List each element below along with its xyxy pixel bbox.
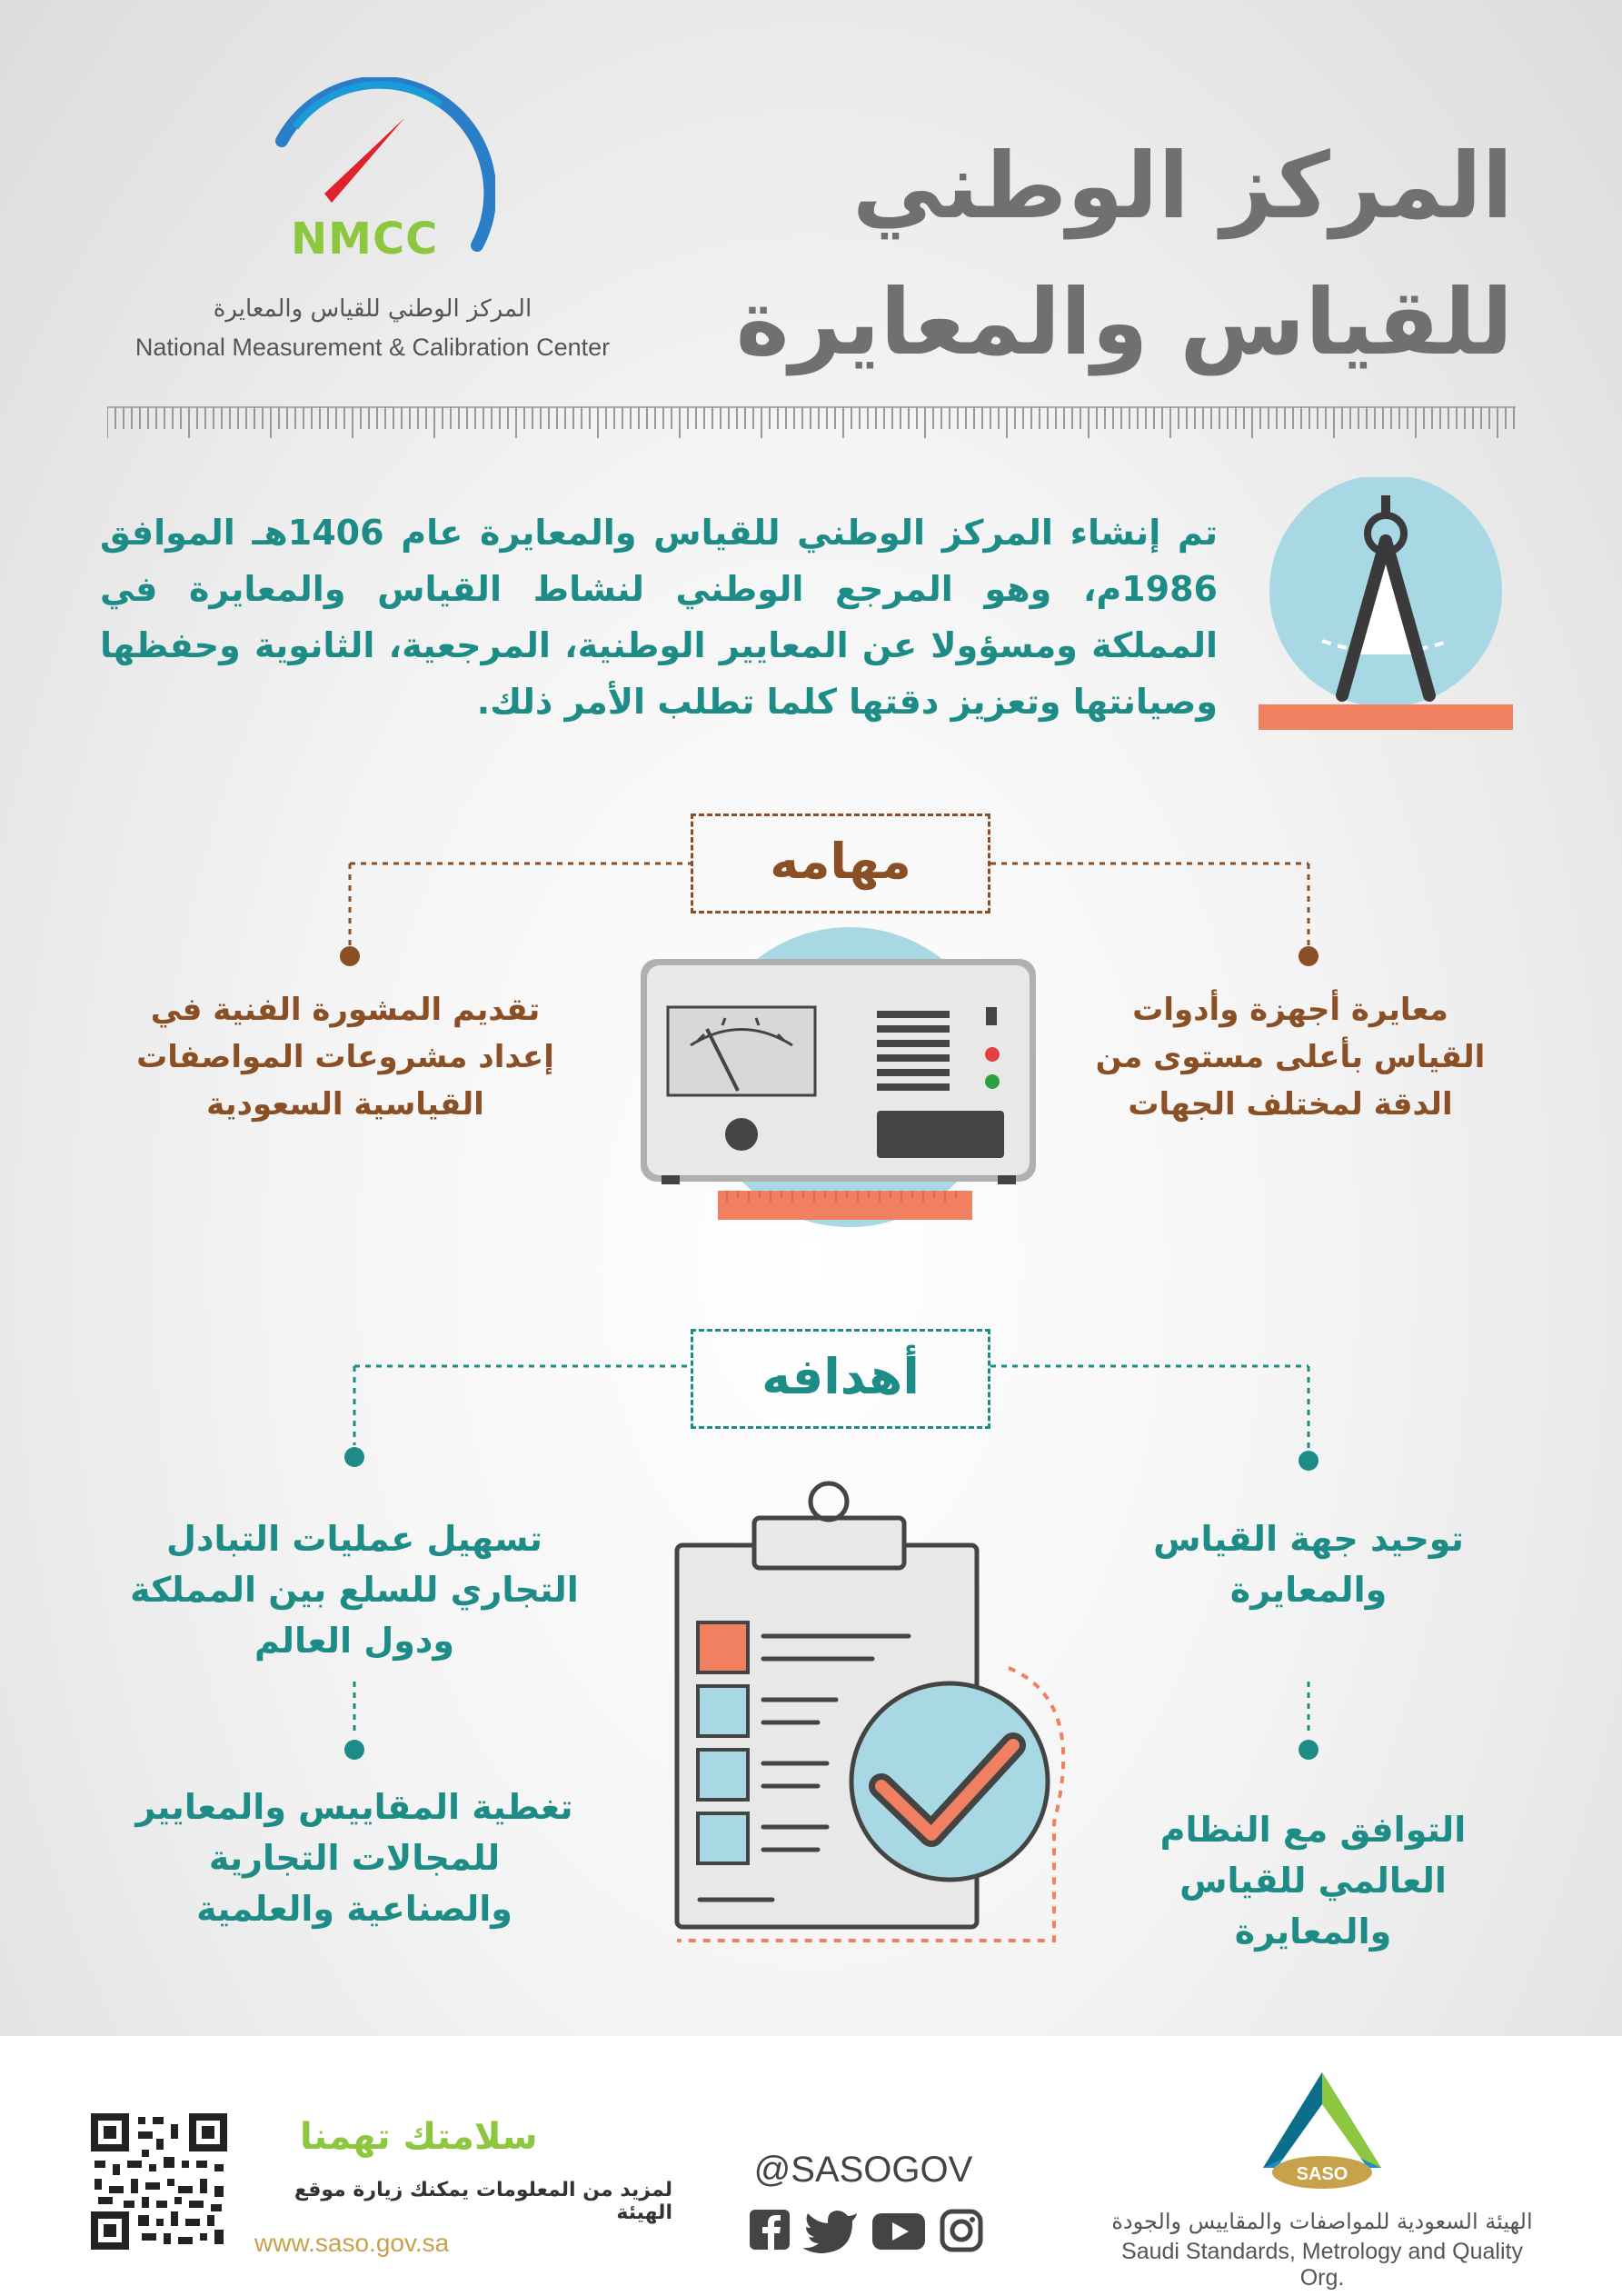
instagram-icon[interactable] xyxy=(942,2211,980,2250)
twitter-icon[interactable] xyxy=(802,2211,857,2253)
goals-heading: أهدافه xyxy=(691,1329,990,1429)
goal-item-trade: تسهيل عمليات التبادل التجاري للسلع بين المملكة ودول العالم xyxy=(130,1519,579,1661)
social-icons xyxy=(750,2204,986,2255)
website-link[interactable]: www.saso.gov.sa xyxy=(254,2229,450,2257)
org-name-ar: الهيئة السعودية للمواصفات والمقاييس والجودة xyxy=(1111,2209,1533,2234)
intro-paragraph: تم إنشاء المركز الوطني للقياس والمعايرة عام 1406هـ الموافق 1986م، وهو المرجع الوطني لنشاط القياس والمعايرة في المملكة ومسؤولا عن المعايير الوطنية، المرجعية، الثانوية وحفظها وصيانتها وتعزيز دقتها كلما تطلب الأمر ذلك. xyxy=(100,513,1218,722)
task-item-consulting: تقديم المشورة الفنية في إعداد مشروعات المواصفات القياسية السعودية xyxy=(136,992,554,1123)
nmcc-name-ar: المركز الوطني للقياس والمعايرة xyxy=(213,295,532,323)
task-item-calibration: معايرة أجهزة وأدوات القياس بأعلى مستوى من الدقة لمختلف الجهات xyxy=(1095,992,1486,1123)
nmcc-name-en: National Measurement & Calibration Center xyxy=(134,334,611,361)
page-title xyxy=(695,118,1513,391)
goals-dot-2 xyxy=(344,1447,364,1467)
meter-device-icon xyxy=(641,927,1036,1227)
title-line-2: للقياس والمعايرة xyxy=(735,269,1513,375)
goal-item-unify: توحيد جهة القياس والمعايرة xyxy=(1153,1519,1464,1610)
social-handle[interactable]: @SASOGOV xyxy=(753,2150,973,2190)
title-line-1: المركز الوطني xyxy=(852,133,1513,239)
goals-dot-1 xyxy=(1299,1451,1318,1471)
more-info-text: لمزيد من المعلومات يمكنك زيارة موقع الهيئة xyxy=(294,2179,672,2224)
ruler-divider xyxy=(107,405,1516,442)
saso-logo-icon xyxy=(1259,2068,1386,2200)
tasks-dot-left xyxy=(340,946,360,966)
tasks-heading: مهامه xyxy=(691,814,990,913)
qr-code-icon[interactable] xyxy=(91,2113,227,2250)
goal-item-compliance: التوافق مع النظام العالمي للقياس والمعايرة xyxy=(1159,1810,1467,1952)
goal-item-coverage: تغطية المقاييس والمعايير للمجالات التجارية والصناعية والعلمية xyxy=(135,1787,573,1929)
nmcc-acronym: NMCC xyxy=(291,214,439,265)
clipboard-check-icon xyxy=(677,1483,1063,1941)
facebook-icon[interactable] xyxy=(750,2210,790,2250)
saso-logo-text: SASO xyxy=(1296,2164,1348,2184)
goals-dot-4 xyxy=(344,1740,364,1760)
tasks-dot-right xyxy=(1299,946,1318,966)
org-name-en: Saudi Standards, Metrology and Quality Org. xyxy=(1121,2239,1523,2291)
youtube-icon[interactable] xyxy=(872,2213,925,2250)
nmcc-logo xyxy=(100,77,663,377)
slogan: سلامتك تهمنا xyxy=(300,2116,538,2158)
compass-icon xyxy=(1259,477,1513,750)
goals-dot-3 xyxy=(1299,1740,1318,1760)
